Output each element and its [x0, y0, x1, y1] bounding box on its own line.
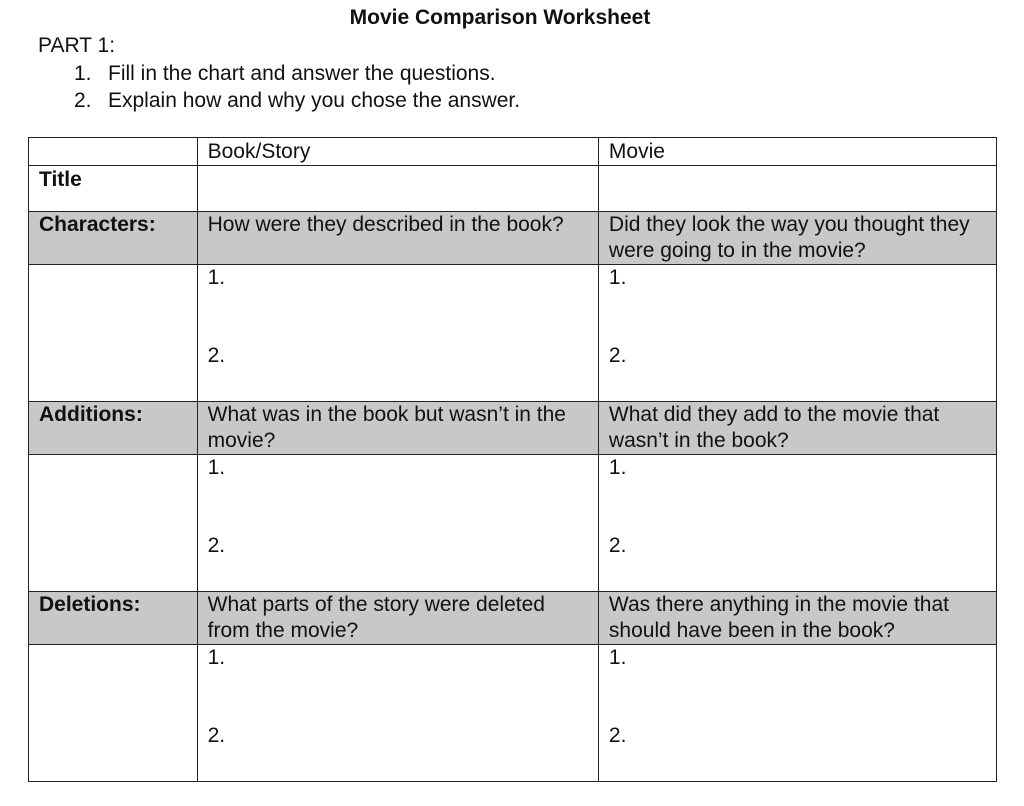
answer-number: 1.: [608, 266, 627, 289]
title-row: [29, 166, 997, 212]
characters-book-question: How were they described in the book?: [197, 212, 598, 265]
instruction-item: [74, 87, 520, 114]
answer-label-empty: [29, 645, 198, 782]
part-label: PART 1:: [38, 34, 116, 57]
deletions-movie-question: Was there anything in the movie that should have been in the book?: [598, 592, 996, 645]
additions-label: Additions:: [29, 402, 198, 455]
answer-number: 1.: [207, 266, 226, 289]
characters-movie-question: Did they look the way you thought they were going to in the movie?: [598, 212, 996, 265]
answer-number: 1.: [608, 456, 627, 479]
additions-question-row: [29, 402, 997, 455]
answer-label-empty: [29, 265, 198, 402]
instruction-number: 1.: [74, 62, 92, 85]
deletions-question-row: [29, 592, 997, 645]
additions-book-question: What was in the book but wasn’t in the movie?: [197, 402, 598, 455]
characters-question-row: [29, 212, 997, 265]
answer-number: 2.: [608, 534, 627, 557]
characters-movie-answer[interactable]: [598, 265, 996, 402]
deletions-answer-row: [29, 645, 997, 782]
instruction-item: [74, 60, 520, 87]
instruction-text: Explain how and why you chose the answer.: [108, 89, 521, 112]
header-movie: Movie: [598, 138, 996, 166]
answer-number: 1.: [207, 456, 226, 479]
answer-number: 1.: [608, 646, 627, 669]
additions-answer-row: [29, 455, 997, 592]
additions-movie-answer[interactable]: [598, 455, 996, 592]
header-book-story: Book/Story: [197, 138, 598, 166]
instruction-text: Fill in the chart and answer the questions.: [108, 62, 496, 85]
table-header-row: [29, 138, 997, 166]
additions-book-answer[interactable]: [197, 455, 598, 592]
deletions-label: Deletions:: [29, 592, 198, 645]
instruction-number: 2.: [74, 89, 92, 112]
answer-number: 2.: [608, 344, 627, 367]
additions-movie-question: What did they add to the movie that wasn’t in the book?: [598, 402, 996, 455]
answer-number: 2.: [207, 534, 226, 557]
answer-number: 2.: [207, 344, 226, 367]
movie-title-field[interactable]: [598, 166, 996, 212]
deletions-movie-answer[interactable]: [598, 645, 996, 782]
answer-number: 2.: [608, 724, 627, 747]
answer-label-empty: [29, 455, 198, 592]
characters-answer-row: [29, 265, 997, 402]
header-cell-empty: [29, 138, 198, 166]
characters-book-answer[interactable]: [197, 265, 598, 402]
answer-number: 2.: [207, 724, 226, 747]
answer-number: 1.: [207, 646, 226, 669]
characters-label: Characters:: [29, 212, 198, 265]
book-title-field[interactable]: [197, 166, 598, 212]
deletions-book-question: What parts of the story were deleted from the movie?: [197, 592, 598, 645]
instructions-list: [74, 60, 520, 114]
deletions-book-answer[interactable]: [197, 645, 598, 782]
comparison-table: [28, 137, 997, 782]
title-label: Title: [29, 166, 198, 212]
worksheet-title: Movie Comparison Worksheet: [349, 6, 651, 29]
